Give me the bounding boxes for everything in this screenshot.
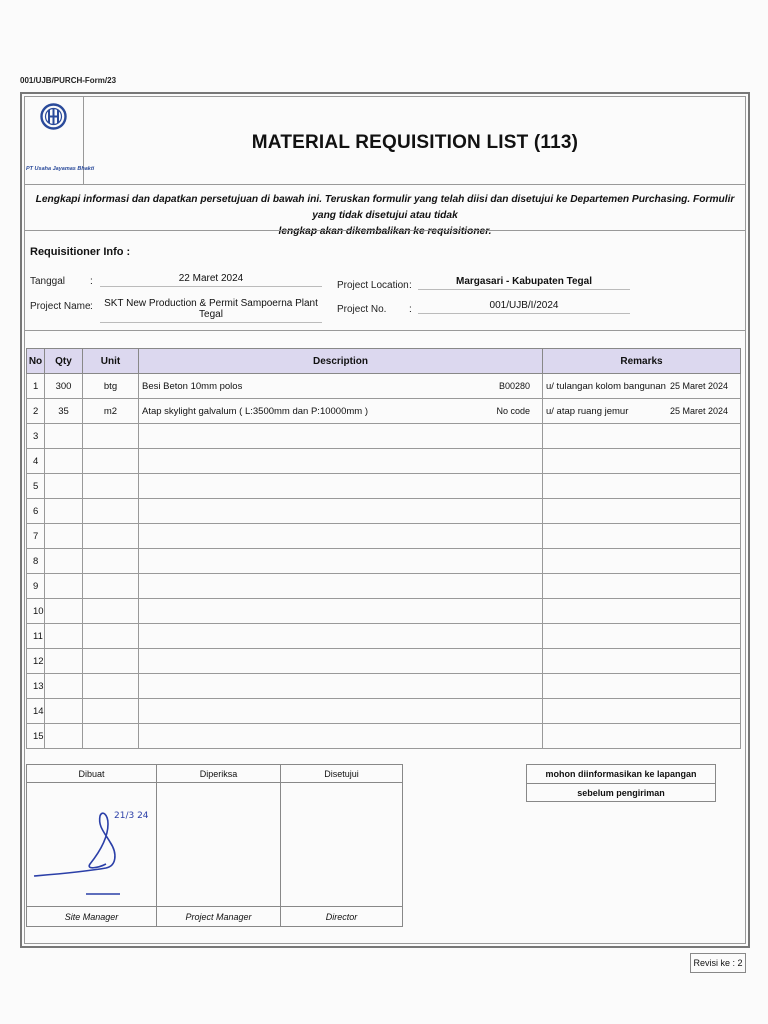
instruction-line-2: lengkap akan dikembalikan ke requisitioner. [278,226,492,237]
row-qty [45,699,83,724]
row-remarks-cell [543,699,741,724]
row-qty: 300 [45,374,83,399]
dibuat-label: Dibuat [27,765,157,783]
divider [24,330,746,331]
row-remarks-cell [543,499,741,524]
header-description: Description [139,349,543,374]
site-manager-signature-box [27,783,157,907]
row-unit [83,549,139,574]
row-description-cell [139,624,543,649]
row-unit [83,499,139,524]
row-qty [45,424,83,449]
row-remarks-cell [543,424,741,449]
row-description-cell [139,699,543,724]
row-no: 7 [27,524,45,549]
row-no: 5 [27,474,45,499]
row-qty [45,474,83,499]
project-name-label: Project Name [30,301,91,312]
row-qty [45,549,83,574]
header-no: No [27,349,45,374]
table-row [27,399,741,424]
row-qty [45,674,83,699]
row-remarks-cell [543,574,741,599]
row-no: 9 [27,574,45,599]
site-manager-label: Site Manager [27,907,157,927]
row-no: 6 [27,499,45,524]
diperiksa-label: Diperiksa [157,765,281,783]
row-remarks-cell [543,449,741,474]
row-remarks-cell [543,399,741,424]
row-unit [83,724,139,749]
row-no: 8 [27,549,45,574]
row-description-cell [139,724,543,749]
row-remarks-cell [543,649,741,674]
table-row [27,424,741,449]
row-qty: 35 [45,399,83,424]
row-no: 15 [27,724,45,749]
form-code: 001/UJB/PURCH-Form/23 [20,76,117,85]
row-unit [83,649,139,674]
company-logo-icon [40,103,67,143]
instruction-line-1: Lengkapi informasi dan dapatkan persetujuan di bawah ini. Teruskan formulir yang telah diisi dan disetujui ke Departemen Purchasing. Formulir yang tidak disetujui atau tidak [35,194,735,221]
project-location-value: Margasari - Kabupaten Tegal [418,276,630,290]
table-row [27,499,741,524]
row-qty [45,449,83,474]
row-date: 25 Maret 2024 [669,381,728,391]
row-remarks-cell [543,724,741,749]
row-description: Atap skylight galvalum ( L:3500mm dan P:10000mm ) [142,405,368,417]
row-qty [45,524,83,549]
table-row [27,724,741,749]
colon: : [409,304,412,315]
director-signature-box [281,783,403,907]
row-description-cell [139,449,543,474]
row-unit: btg [83,374,139,399]
table-row [27,699,741,724]
row-unit [83,699,139,724]
project-no-value: 001/UJB/I/2024 [418,300,630,314]
row-remarks-cell [543,549,741,574]
row-unit [83,599,139,624]
table-row [27,624,741,649]
instructions [30,192,740,240]
row-description-cell [139,674,543,699]
row-remarks-cell [543,624,741,649]
signature [28,784,156,904]
project-name-value: SKT New Production & Permit Sampoerna Plant Tegal [100,298,322,323]
row-qty [45,599,83,624]
table-row [27,599,741,624]
row-description-cell [139,574,543,599]
row-remarks-cell [543,599,741,624]
row-no: 12 [27,649,45,674]
company-name: PT Usaha Jayamas Bhakti [26,166,95,172]
row-unit [83,674,139,699]
row-description-cell [139,374,543,399]
row-unit [83,624,139,649]
row-description-cell [139,499,543,524]
note-line-2: sebelum pengiriman [527,783,715,801]
note-line-1: mohon diinformasikan ke lapangan [545,769,697,779]
divider [24,230,746,231]
row-qty [45,724,83,749]
row-description: Besi Beton 10mm polos [142,380,243,392]
tanggal-value: 22 Maret 2024 [100,273,322,287]
disetujui-label: Disetujui [281,765,403,783]
row-unit [83,474,139,499]
row-no: 2 [27,399,45,424]
header-remarks: Remarks [543,349,741,374]
row-no: 3 [27,424,45,449]
table-row [27,524,741,549]
row-no: 14 [27,699,45,724]
project-manager-signature-box [157,783,281,907]
table-row [27,549,741,574]
colon: : [90,301,93,312]
row-remark: u/ atap ruang jemur [546,405,629,417]
tanggal-label: Tanggal [30,276,66,287]
page-title: MATERIAL REQUISITION LIST (113) [251,132,579,153]
approval-table [26,764,403,927]
row-remarks-cell [543,474,741,499]
row-qty [45,574,83,599]
row-unit [83,449,139,474]
row-description-cell [139,399,543,424]
row-description-cell [139,474,543,499]
signature-date: 21/3 24 [113,810,149,821]
revision-label: Revisi ke : 2 [690,953,746,973]
header-qty: Qty [45,349,83,374]
row-qty [45,499,83,524]
row-remarks-cell [543,374,741,399]
row-remark: u/ tulangan kolom bangunan [546,380,666,392]
table-row [27,649,741,674]
table-row [27,374,741,399]
table-row [27,674,741,699]
row-unit: m2 [83,399,139,424]
row-remarks-cell [543,524,741,549]
row-qty [45,624,83,649]
header-unit: Unit [83,349,139,374]
row-no: 1 [27,374,45,399]
row-description-cell [139,649,543,674]
project-no-label: Project No. [337,304,387,315]
row-description-cell [139,424,543,449]
row-remarks-cell [543,674,741,699]
project-manager-label: Project Manager [157,907,281,927]
row-code: B00280 [498,381,530,391]
row-description-cell [139,524,543,549]
project-location-label: Project Location [337,280,409,291]
table-header-row [27,349,741,374]
requisitioner-heading: Requisitioner Info : [30,246,131,258]
row-no: 10 [27,599,45,624]
row-qty [45,649,83,674]
row-no: 13 [27,674,45,699]
row-date: 25 Maret 2024 [669,406,728,416]
row-description-cell [139,549,543,574]
row-unit [83,574,139,599]
row-description-cell [139,599,543,624]
row-code: No code [496,406,530,416]
table-row [27,574,741,599]
row-no: 11 [27,624,45,649]
colon: : [409,280,412,291]
row-no: 4 [27,449,45,474]
row-unit [83,524,139,549]
table-row [27,474,741,499]
table-row [27,449,741,474]
colon: : [90,276,93,287]
delivery-note [526,764,716,802]
items-table [26,348,741,749]
row-unit [83,424,139,449]
divider [24,184,746,185]
director-label: Director [281,907,403,927]
